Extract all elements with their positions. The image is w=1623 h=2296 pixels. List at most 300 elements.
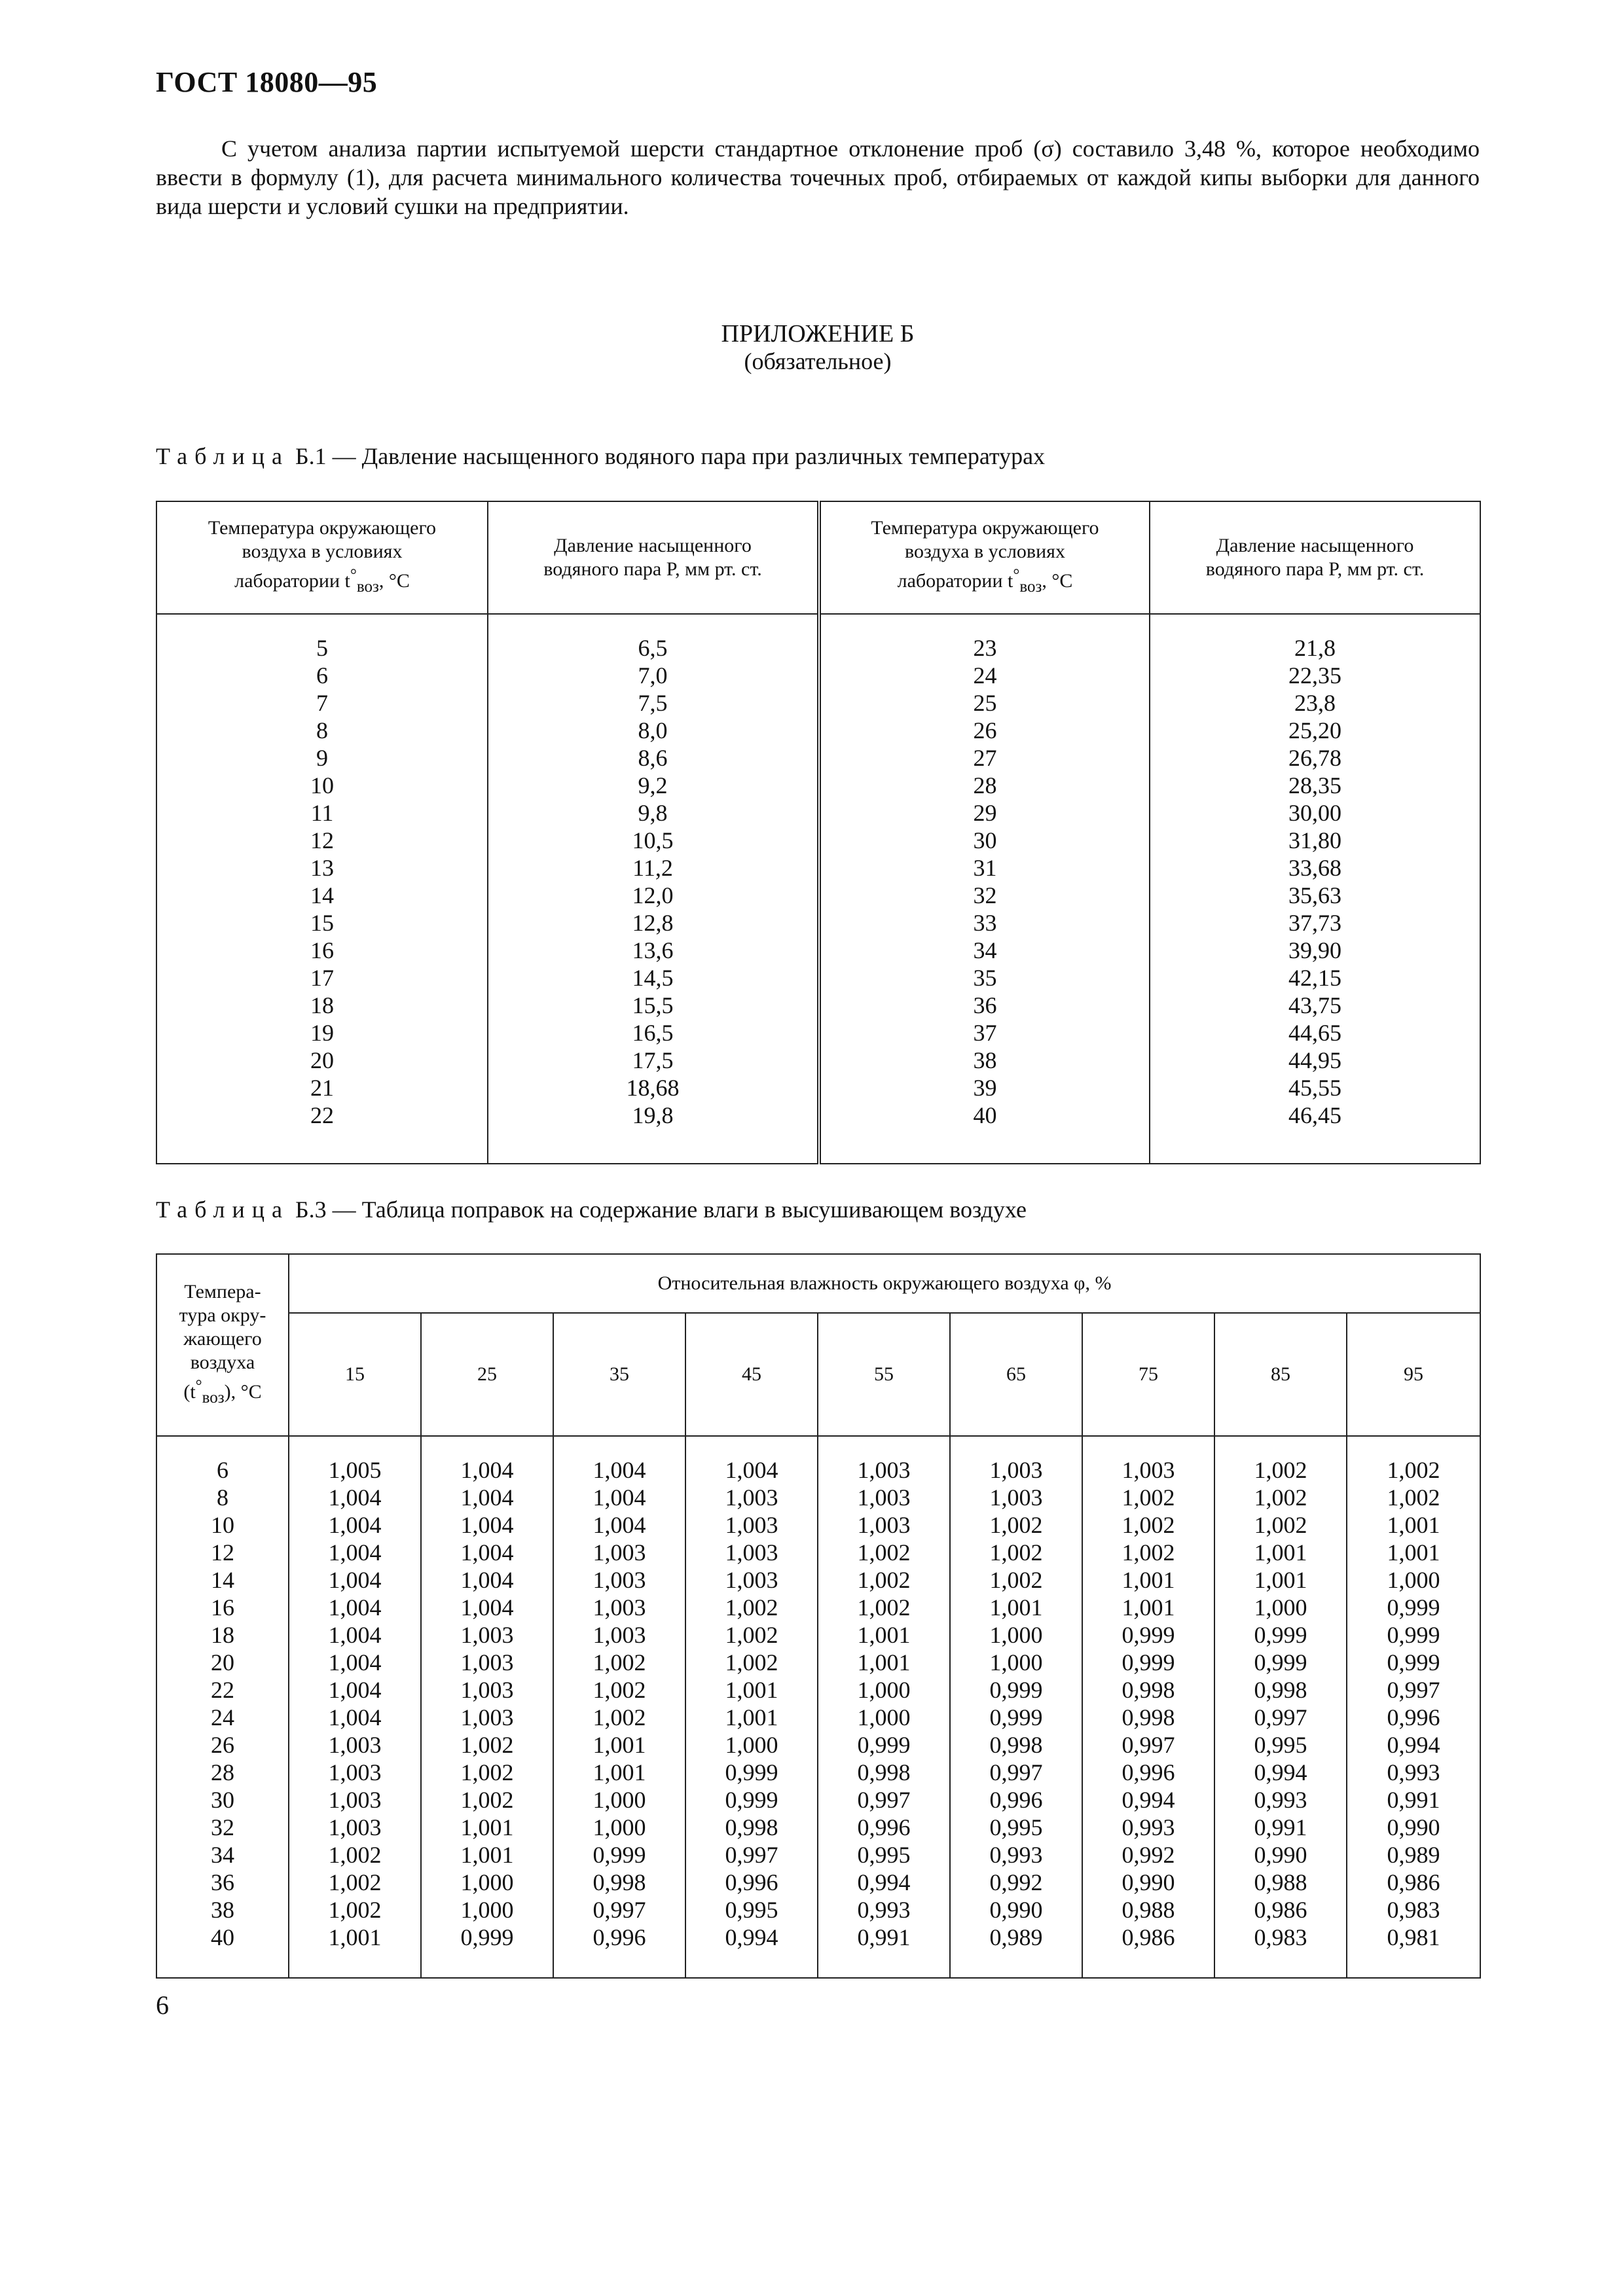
table-value: 26 (211, 1732, 234, 1758)
header-text: Температура окружающего (871, 517, 1099, 539)
table-value: 1,003 (857, 1457, 911, 1483)
table-value: 1,003 (328, 1814, 382, 1840)
table-value: 0,994 (725, 1924, 778, 1950)
table-value: 0,998 (1122, 1677, 1175, 1703)
table-value: 1,004 (460, 1567, 514, 1593)
table-value: 1,002 (1122, 1539, 1175, 1566)
table-value: 0,989 (989, 1924, 1043, 1950)
table-value: 1,003 (1122, 1457, 1175, 1483)
table-value: 6,5 (638, 635, 668, 661)
right-pressures-list (1150, 634, 1480, 1129)
correction-values-list (818, 1456, 949, 1951)
table-value: 1,002 (725, 1622, 778, 1648)
table-value: 21,8 (1294, 635, 1336, 661)
header-text: тура окру- (179, 1304, 266, 1326)
humidity-col-header: 75 (1082, 1313, 1214, 1436)
table-value: 0,998 (1254, 1677, 1307, 1703)
table-value: 0,990 (1387, 1814, 1440, 1840)
header-text: (t (183, 1381, 196, 1403)
table-value: 1,004 (328, 1594, 382, 1621)
table-value: 0,999 (1254, 1622, 1307, 1648)
table-value: 0,991 (857, 1924, 911, 1950)
table-value: 0,983 (1387, 1897, 1440, 1923)
table-value: 5 (316, 635, 328, 661)
correction-column-cell (289, 1436, 421, 1978)
table-value: 1,003 (328, 1787, 382, 1813)
table-value: 0,990 (1254, 1842, 1307, 1868)
table-value: 0,998 (989, 1732, 1043, 1758)
header-sup: ° (1013, 566, 1020, 584)
table-value: 22 (211, 1677, 234, 1703)
table-value: 0,999 (1122, 1622, 1175, 1648)
table-value: 39 (973, 1075, 997, 1101)
table-value: 1,002 (989, 1539, 1043, 1566)
table-value: 24 (211, 1704, 234, 1731)
humidity-col-header: 35 (553, 1313, 685, 1436)
table-value: 40 (211, 1924, 234, 1950)
table-value: 0,998 (1122, 1704, 1175, 1731)
table-value: 0,999 (1122, 1649, 1175, 1676)
table-value: 25,20 (1288, 717, 1341, 744)
header-temperature (156, 501, 488, 614)
table-value: 1,001 (989, 1594, 1043, 1621)
humidity-header-row (156, 1313, 1480, 1436)
correction-values-list (289, 1456, 420, 1951)
header-sub: воз (356, 578, 379, 596)
table-value: 0,996 (989, 1787, 1043, 1813)
table-value: 18 (310, 992, 334, 1018)
table-value: 10 (211, 1512, 234, 1538)
table-value: 26 (973, 717, 997, 744)
table-value: 1,001 (593, 1759, 646, 1785)
correction-values-list (951, 1456, 1082, 1951)
table-value: 0,995 (989, 1814, 1043, 1840)
table-value: 0,999 (460, 1924, 514, 1950)
humidity-col-header: 15 (289, 1313, 421, 1436)
table-body-row (156, 614, 1480, 1164)
right-pressures-cell (1150, 614, 1480, 1164)
table-value: 7 (316, 690, 328, 716)
table-value: 1,003 (857, 1512, 911, 1538)
header-text: водяного пара P, (1205, 558, 1343, 580)
table-value: 1,000 (857, 1677, 911, 1703)
table-b3 (156, 1253, 1481, 1979)
correction-values-list (1215, 1456, 1346, 1951)
table-value: 20 (211, 1649, 234, 1676)
table-value: 0,988 (1254, 1869, 1307, 1895)
correction-column-cell (818, 1436, 950, 1978)
table-value: 0,993 (1387, 1759, 1440, 1785)
table-b1 (156, 501, 1481, 1164)
table-value: 1,001 (1387, 1512, 1440, 1538)
table-value: 1,002 (989, 1512, 1043, 1538)
table-value: 44,65 (1288, 1020, 1341, 1046)
header-text: водяного пара P, (543, 558, 680, 580)
table-value: 1,002 (857, 1539, 911, 1566)
table-value: 12,8 (632, 910, 674, 936)
table-value: 12 (310, 827, 334, 853)
table-value: 1,004 (593, 1512, 646, 1538)
table-value: 28,35 (1288, 772, 1341, 798)
table-value: 0,995 (857, 1842, 911, 1868)
table-value: 1,004 (460, 1539, 514, 1566)
page-number: 6 (156, 1990, 169, 2020)
table-value: 0,994 (1387, 1732, 1440, 1758)
table-value: 0,997 (1122, 1732, 1175, 1758)
header-sup: ° (350, 566, 357, 584)
table-value: 1,000 (460, 1897, 514, 1923)
table-value: 1,000 (593, 1814, 646, 1840)
correction-values-list (422, 1456, 553, 1951)
table-value: 1,002 (460, 1732, 514, 1758)
correction-values-list (1083, 1456, 1214, 1951)
table-value: 1,001 (593, 1732, 646, 1758)
table-value: 1,003 (725, 1512, 778, 1538)
table-value: 1,004 (460, 1594, 514, 1621)
table-value: 0,989 (1387, 1842, 1440, 1868)
temps-cell (156, 1436, 289, 1978)
header-humidity-group: Относительная влажность окружающего воздуха φ, % (289, 1254, 1480, 1313)
table-value: 40 (973, 1102, 997, 1128)
table-value: 38 (211, 1897, 234, 1923)
table-value: 0,999 (593, 1842, 646, 1868)
table-value: 1,002 (989, 1567, 1043, 1593)
table-value: 1,001 (857, 1622, 911, 1648)
table-value: 8 (217, 1484, 228, 1511)
header-text: жающего (183, 1328, 262, 1350)
table-value: 1,002 (1387, 1457, 1440, 1483)
table-value: 1,000 (593, 1787, 646, 1813)
table-value: 1,003 (725, 1539, 778, 1566)
table-value: 9 (316, 745, 328, 771)
table-value: 1,003 (989, 1457, 1043, 1483)
table-value: 45,55 (1288, 1075, 1341, 1101)
table-value: 0,994 (1254, 1759, 1307, 1785)
intro-paragraph: С учетом анализа партии испытуемой шерсти стандартное отклонение проб (σ) составило 3,48 %, которое необходимо ввести в формулу (1), для расчета минимального количества точечных проб, отбираемых от каждой кипы выборки для данного вида шерсти и условий сушки на предприятии. (156, 135, 1480, 219)
table-value: 0,999 (1254, 1649, 1307, 1676)
table-value: 0,996 (725, 1869, 778, 1895)
table-value: 1,001 (1122, 1594, 1175, 1621)
table-value: 1,000 (857, 1704, 911, 1731)
table-value: 0,993 (1122, 1814, 1175, 1840)
correction-column-cell (1082, 1436, 1214, 1978)
table-value: 1,003 (328, 1732, 382, 1758)
table-value: 1,002 (593, 1649, 646, 1676)
table-value: 14 (211, 1567, 234, 1593)
table-value: 7,0 (638, 662, 668, 689)
table-value: 1,002 (725, 1649, 778, 1676)
table-value: 1,004 (593, 1457, 646, 1483)
table-value: 10,5 (632, 827, 674, 853)
header-text: Давление насыщенного (554, 535, 752, 556)
table-value: 1,001 (725, 1704, 778, 1731)
table-value: 36 (973, 992, 997, 1018)
table-value: 1,001 (328, 1924, 382, 1950)
correction-values-list (1347, 1456, 1480, 1951)
table-value: 30,00 (1288, 800, 1341, 826)
table-value: 0,999 (1387, 1622, 1440, 1648)
header-text: лаборатории t (897, 570, 1013, 592)
table-value: 1,003 (460, 1649, 514, 1676)
table-value: 0,999 (857, 1732, 911, 1758)
table-value: 0,999 (1387, 1649, 1440, 1676)
table-value: 15 (310, 910, 334, 936)
header-text: воздуха (190, 1352, 255, 1373)
header-text: Температура окружающего (208, 517, 437, 539)
document-code: ГОСТ 18080—95 (156, 66, 378, 98)
table-value: 31,80 (1288, 827, 1341, 853)
table-value: 1,001 (460, 1814, 514, 1840)
table-value: 34 (973, 937, 997, 963)
left-temps-cell (156, 614, 488, 1164)
table-value: 25 (973, 690, 997, 716)
table-value: 0,991 (1254, 1814, 1307, 1840)
table-value: 1,001 (1387, 1539, 1440, 1566)
table-value: 1,003 (989, 1484, 1043, 1511)
temps-list (157, 1456, 288, 1951)
table-value: 27 (973, 745, 997, 771)
table-value: 1,001 (1122, 1567, 1175, 1593)
table-value: 0,986 (1122, 1924, 1175, 1950)
table-value: 1,003 (460, 1677, 514, 1703)
table-value: 0,997 (593, 1897, 646, 1923)
table-value: 1,000 (725, 1732, 778, 1758)
table-value: 0,997 (989, 1759, 1043, 1785)
appendix-title: ПРИЛОЖЕНИЕ Б (721, 320, 915, 348)
table-value: 0,996 (593, 1924, 646, 1950)
table-value: 1,003 (593, 1622, 646, 1648)
caption-text: Б.3 — Таблица поправок на содержание влаги в высушивающем воздухе (295, 1196, 1027, 1223)
table-value: 0,996 (857, 1814, 911, 1840)
table-value: 7,5 (638, 690, 668, 716)
table-value: 0,997 (1387, 1677, 1440, 1703)
table-value: 13 (310, 855, 334, 881)
table-value: 43,75 (1288, 992, 1341, 1018)
header-text: , °С (1042, 570, 1073, 592)
header-sup: ° (195, 1377, 202, 1395)
caption-prefix: Таблица (156, 443, 289, 469)
table-value: 21 (310, 1075, 334, 1101)
table-value: 1,005 (328, 1457, 382, 1483)
table-value: 14 (310, 882, 334, 908)
header-text: Давление насыщенного (1216, 535, 1414, 556)
table-value: 33 (973, 910, 997, 936)
table-value: 37,73 (1288, 910, 1341, 936)
table-value: 26,78 (1288, 745, 1341, 771)
table-value: 18,68 (626, 1075, 680, 1101)
table-value: 33,68 (1288, 855, 1341, 881)
table-value: 0,992 (1122, 1842, 1175, 1868)
table-value: 1,002 (593, 1677, 646, 1703)
table-value: 29 (973, 800, 997, 826)
humidity-col-header: 55 (818, 1313, 950, 1436)
table-value: 35 (973, 965, 997, 991)
table-value: 1,003 (593, 1567, 646, 1593)
header-text: мм рт. ст. (680, 558, 762, 580)
table-value: 0,993 (989, 1842, 1043, 1868)
table-value: 22 (310, 1102, 334, 1128)
table-value: 1,002 (857, 1567, 911, 1593)
right-temps-list (821, 634, 1149, 1129)
header-pressure (488, 501, 819, 614)
table-value: 0,996 (1122, 1759, 1175, 1785)
table-value: 35,63 (1288, 882, 1341, 908)
table-value: 1,000 (1254, 1594, 1307, 1621)
table-value: 0,988 (1122, 1897, 1175, 1923)
table-value: 1,000 (460, 1869, 514, 1895)
table-value: 0,998 (857, 1759, 911, 1785)
table-value: 44,95 (1288, 1047, 1341, 1073)
table-value: 1,004 (725, 1457, 778, 1483)
table-value: 0,993 (1254, 1787, 1307, 1813)
table-value: 11 (310, 800, 334, 826)
table-value: 0,998 (725, 1814, 778, 1840)
humidity-col-header: 65 (950, 1313, 1082, 1436)
table-value: 1,002 (1122, 1484, 1175, 1511)
table-value: 13,6 (632, 937, 674, 963)
header-text: мм рт. ст. (1342, 558, 1425, 580)
table-value: 0,997 (1254, 1704, 1307, 1731)
correction-column-cell (1214, 1436, 1347, 1978)
table-b3-caption (156, 1196, 1027, 1223)
left-pressures-list (488, 634, 817, 1129)
left-pressures-cell (488, 614, 819, 1164)
header-pressure (1150, 501, 1480, 614)
header-sub: воз (202, 1389, 225, 1407)
correction-values-list (554, 1456, 685, 1951)
humidity-col-header: 85 (1214, 1313, 1347, 1436)
table-value: 0,990 (989, 1897, 1043, 1923)
table-value: 1,003 (857, 1484, 911, 1511)
table-value: 1,004 (593, 1484, 646, 1511)
table-value: 1,001 (1254, 1539, 1307, 1566)
table-value: 0,981 (1387, 1924, 1440, 1950)
table-value: 1,001 (857, 1649, 911, 1676)
table-value: 1,002 (1122, 1512, 1175, 1538)
table-value: 0,999 (725, 1759, 778, 1785)
table-value: 6 (316, 662, 328, 689)
table-value: 19,8 (632, 1102, 674, 1128)
table-value: 1,002 (328, 1869, 382, 1895)
table-value: 17 (310, 965, 334, 991)
right-temps-cell (819, 614, 1150, 1164)
table-value: 31 (973, 855, 997, 881)
table-value: 32 (211, 1814, 234, 1840)
header-text: , °С (378, 570, 410, 592)
table-value: 1,001 (460, 1842, 514, 1868)
header-text: лаборатории t (234, 570, 350, 592)
table-value: 1,002 (460, 1787, 514, 1813)
table-value: 0,999 (989, 1704, 1043, 1731)
humidity-col-header: 25 (421, 1313, 553, 1436)
table-value: 1,002 (328, 1842, 382, 1868)
table-value: 10 (310, 772, 334, 798)
table-value: 1,000 (989, 1622, 1043, 1648)
correction-column-cell (685, 1436, 818, 1978)
table-value: 11,2 (632, 855, 673, 881)
table-header-row (156, 1254, 1480, 1313)
table-value: 1,004 (460, 1457, 514, 1483)
correction-column-cell (421, 1436, 553, 1978)
table-value: 12 (211, 1539, 234, 1566)
table-value: 1,000 (1387, 1567, 1440, 1593)
table-value: 1,004 (328, 1622, 382, 1648)
table-value: 1,002 (725, 1594, 778, 1621)
humidity-col-header: 95 (1347, 1313, 1480, 1436)
correction-column-cell (1347, 1436, 1480, 1978)
table-value: 0,998 (593, 1869, 646, 1895)
table-value: 37 (973, 1020, 997, 1046)
table-value: 15,5 (632, 992, 674, 1018)
table-value: 1,004 (328, 1567, 382, 1593)
table-value: 0,995 (1254, 1732, 1307, 1758)
table-value: 1,004 (328, 1539, 382, 1566)
table-value: 1,002 (593, 1704, 646, 1731)
table-value: 0,983 (1254, 1924, 1307, 1950)
table-value: 42,15 (1288, 965, 1341, 991)
table-value: 1,003 (460, 1622, 514, 1648)
table-value: 17,5 (632, 1047, 674, 1073)
table-value: 1,004 (328, 1704, 382, 1731)
table-value: 28 (211, 1759, 234, 1785)
table-value: 0,993 (857, 1897, 911, 1923)
table-value: 0,986 (1254, 1897, 1307, 1923)
table-value: 1,002 (857, 1594, 911, 1621)
table-value: 23,8 (1294, 690, 1336, 716)
table-value: 1,004 (328, 1512, 382, 1538)
table-value: 0,994 (1122, 1787, 1175, 1813)
correction-column-cell (950, 1436, 1082, 1978)
table-value: 36 (211, 1869, 234, 1895)
table-value: 1,002 (460, 1759, 514, 1785)
header-sub: воз (1019, 578, 1042, 596)
header-temperature (819, 501, 1150, 614)
table-value: 1,004 (328, 1484, 382, 1511)
table-value: 1,003 (460, 1704, 514, 1731)
table-value: 38 (973, 1047, 997, 1073)
appendix-subtitle: (обязательное) (744, 348, 892, 374)
table-value: 0,997 (857, 1787, 911, 1813)
table-value: 1,003 (328, 1759, 382, 1785)
table-value: 0,994 (857, 1869, 911, 1895)
header-text: воздуха в условиях (242, 541, 403, 562)
table-value: 6 (217, 1457, 228, 1483)
table-value: 0,999 (989, 1677, 1043, 1703)
table-value: 9,8 (638, 800, 668, 826)
table-value: 14,5 (632, 965, 674, 991)
table-value: 24 (973, 662, 997, 689)
header-text: воздуха в условиях (905, 541, 1065, 562)
table-value: 34 (211, 1842, 234, 1868)
table-value: 28 (973, 772, 997, 798)
humidity-col-header: 45 (685, 1313, 818, 1436)
table-value: 1,002 (1254, 1457, 1307, 1483)
table-value: 1,004 (460, 1484, 514, 1511)
table-value: 1,003 (725, 1484, 778, 1511)
table-value: 0,997 (725, 1842, 778, 1868)
table-value: 8,0 (638, 717, 668, 744)
table-value: 0,990 (1122, 1869, 1175, 1895)
table-value: 0,996 (1387, 1704, 1440, 1731)
table-value: 1,003 (725, 1567, 778, 1593)
table-value: 0,986 (1387, 1869, 1440, 1895)
table-value: 19 (310, 1020, 334, 1046)
table-value: 46,45 (1288, 1102, 1341, 1128)
table-value: 16 (310, 937, 334, 963)
table-value: 1,000 (989, 1649, 1043, 1676)
caption-prefix: Таблица (156, 1196, 289, 1223)
table-value: 30 (973, 827, 997, 853)
